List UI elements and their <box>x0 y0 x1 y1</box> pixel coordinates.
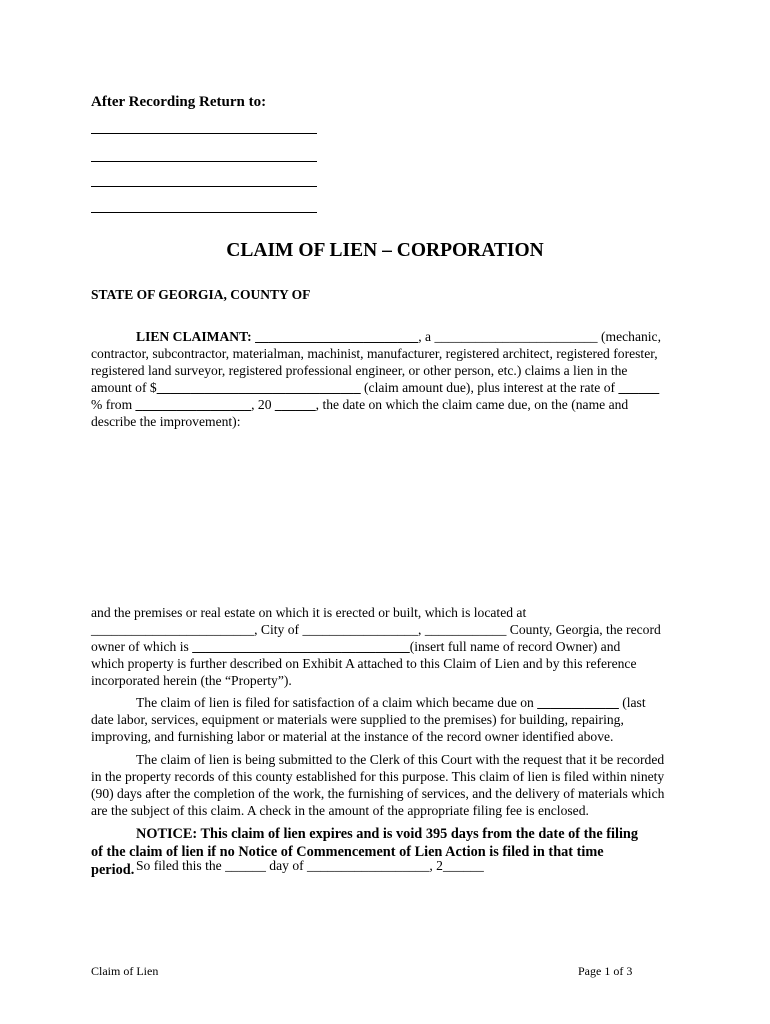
return-address-line-4 <box>91 212 317 213</box>
due-date-blank: ____________ <box>537 695 619 710</box>
submission-line-3: (90) days after the completion of the work, the furnishing of services, and the delivery of materials which <box>91 786 665 801</box>
submission-line-1: The claim of lien is being submitted to the Clerk of this Court with the request that it be recorded <box>136 752 665 767</box>
satisfaction-line-3: improving, and furnishing labor or material at the instance of the record owner identified above. <box>91 729 614 744</box>
year-blank: ______ <box>274 397 316 412</box>
year-prefix: , 20 <box>251 397 275 412</box>
premises-line-1: and the premises or real estate on which it is erected or built, which is located at <box>91 605 527 620</box>
from-text: , the date on which the claim came due, on the (name and <box>315 397 629 412</box>
state-county-line: STATE OF GEORGIA, COUNTY OF <box>91 287 311 302</box>
return-heading: After Recording Return to: <box>91 94 267 110</box>
claimant-sep: , a <box>418 329 435 344</box>
footer-title: Claim of Lien <box>91 964 159 978</box>
return-address-line-1 <box>91 133 317 134</box>
claimant-type-blank: ________________________ <box>434 329 598 344</box>
city-text: , City of <box>254 622 303 637</box>
city-sep: , <box>418 622 425 637</box>
rate-blank: ______ <box>618 380 660 395</box>
satisfaction-prefix: The claim of lien is filed for satisfaction of a claim which became due on <box>136 695 538 710</box>
submission-line-4: are the subject of this claim. A check in the amount of the appropriate filing fee is enclosed. <box>91 803 589 818</box>
claimant-line-6: describe the improvement): <box>91 414 241 429</box>
amount-text: (claim amount due), plus interest at the rate of <box>360 380 619 395</box>
owner-prefix: owner of which is <box>91 639 193 654</box>
amount-blank: ______________________________ <box>156 380 361 395</box>
claimant-line-3: registered land surveyor, registered professional engineer, or other person, etc.) claims a lien in the <box>91 363 628 378</box>
filed-line-wrap <box>91 857 681 874</box>
claimant-paragraph <box>91 328 681 430</box>
claimant-text-1: (mechanic, <box>597 329 661 344</box>
notice-line-3: period. <box>91 862 135 878</box>
notice-line-1: NOTICE: This claim of lien expires and is void 395 days from the date of the filing <box>136 826 639 842</box>
submission-line-2: in the property records of this county established for this purpose. This claim of lien is filed within ninety <box>91 769 665 784</box>
claimant-line-2: contractor, subcontractor, materialman, machinist, manufacturer, registered architect, registered forester, <box>91 346 658 361</box>
notice-line-2: of the claim of lien if no Notice of Commencement of Lien Action is filed in that time <box>91 844 604 860</box>
premises-line-4: which property is further described on Exhibit A attached to this Claim of Lien and by this reference <box>91 656 637 671</box>
return-address-line-2 <box>91 161 317 162</box>
satisfaction-paragraph <box>91 694 681 745</box>
owner-blank: ________________________________ <box>192 639 410 654</box>
claimant-name-blank: ________________________ <box>255 329 419 344</box>
premises-paragraph <box>91 604 681 689</box>
satisfaction-line-2: date labor, services, equipment or materials were supplied to the premises) for building, repairing, <box>91 712 624 727</box>
premises-line-5: incorporated herein (the “Property”). <box>91 673 292 688</box>
document-title: CLAIM OF LIEN – CORPORATION <box>226 240 544 261</box>
location-blank: ________________________ <box>91 622 255 637</box>
owner-text: (insert full name of record Owner) and <box>409 639 621 654</box>
submission-paragraph <box>91 751 681 819</box>
page-number: Page 1 of 3 <box>578 964 633 978</box>
filed-line: So filed this the ______ day of __________________, 2______ <box>136 858 484 873</box>
from-prefix: % from <box>91 397 136 412</box>
from-date-blank: _________________ <box>135 397 252 412</box>
return-address-line-3 <box>91 186 317 187</box>
county-blank: ____________ <box>424 622 507 637</box>
county-text: County, Georgia, the record <box>506 622 661 637</box>
claimant-label: LIEN CLAIMANT: <box>136 329 252 344</box>
amount-prefix: amount of $ <box>91 380 157 395</box>
satisfaction-suffix: (last <box>618 695 646 710</box>
city-blank: _________________ <box>302 622 419 637</box>
